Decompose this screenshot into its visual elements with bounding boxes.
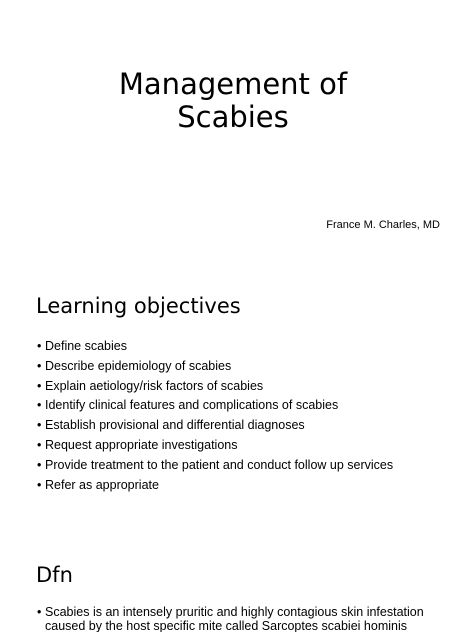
list-item: • Establish provisional and differential diagnoses — [37, 416, 393, 436]
author-name: France M. Charles, MD — [326, 219, 440, 231]
bullet-icon: • — [37, 418, 42, 433]
bullet-icon: • — [37, 378, 42, 393]
title-line-1: Management of — [118, 67, 348, 101]
bullet-icon: • — [37, 605, 42, 619]
bullet-icon: • — [37, 437, 42, 452]
list-item: • Identify clinical features and complications of scabies — [37, 396, 393, 416]
definition-slide — [0, 536, 474, 632]
bullet-icon: • — [37, 358, 42, 373]
bullet-icon: • — [37, 339, 42, 353]
bullet-icon: • — [37, 477, 42, 492]
bullet-icon: • — [37, 457, 42, 472]
definition-list — [37, 605, 447, 632]
list-item: • Request appropriate investigations — [37, 436, 393, 456]
title-slide — [0, 0, 474, 265]
list-item: • Refer as appropriate — [37, 476, 393, 496]
list-item: • Explain aetiology/risk factors of scabies — [37, 377, 393, 397]
list-item: • Describe epidemiology of scabies — [37, 357, 393, 377]
list-item: • Provide treatment to the patient and conduct follow up services — [37, 456, 393, 476]
list-item: • Define scabies — [37, 337, 393, 357]
title-line-2: Scabies — [177, 100, 289, 134]
objectives-list — [37, 337, 393, 495]
learning-objectives-slide — [0, 268, 474, 533]
slide-heading: Learning objectives — [36, 294, 241, 318]
presentation-title — [0, 68, 466, 134]
list-item: • Scabies is an intensely pruritic and highly contagious skin infestation caused by the host specific mite called Sarcoptes scabiei hominis — [37, 605, 424, 632]
bullet-icon: • — [37, 398, 42, 413]
slide-heading: Dfn — [36, 563, 73, 587]
